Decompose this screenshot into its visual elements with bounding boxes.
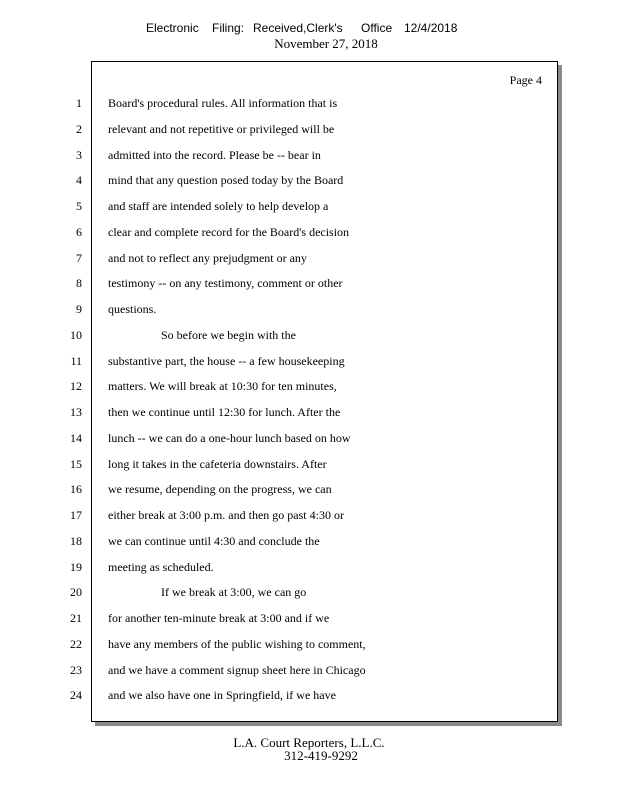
line-number: 1 <box>76 96 82 110</box>
transcript-line <box>0 225 618 245</box>
line-text: clear and complete record for the Board's decision <box>108 225 350 239</box>
line-number: 16 <box>70 482 82 496</box>
line-number: 14 <box>70 431 82 445</box>
line-text: and not to reflect any prejudgment or any <box>108 251 307 265</box>
transcript-line <box>0 405 618 425</box>
transcript-line <box>0 457 618 477</box>
line-text: long it takes in the cafeteria downstairs. After <box>108 457 327 471</box>
line-text: then we continue until 12:30 for lunch. After the <box>108 405 341 419</box>
line-number: 6 <box>76 225 82 239</box>
line-text: substantive part, the house -- a few housekeeping <box>108 354 345 368</box>
line-number: 4 <box>76 173 82 187</box>
line-number: 18 <box>70 534 82 548</box>
line-text: So before we begin with the <box>161 328 296 342</box>
page-number: Page 4 <box>509 73 542 87</box>
transcript-line <box>0 199 618 219</box>
line-text: lunch -- we can do a one-hour lunch based on how <box>108 431 351 445</box>
line-text: testimony -- on any testimony, comment or other <box>108 276 343 290</box>
line-number: 20 <box>70 585 82 599</box>
line-number: 19 <box>70 560 82 574</box>
transcript-line <box>0 431 618 451</box>
line-text: Board's procedural rules. All information that is <box>108 96 338 110</box>
line-number: 11 <box>70 354 82 368</box>
line-text: and staff are intended solely to help develop a <box>108 199 329 213</box>
filing-stamp-word-3: Received,Clerk's <box>253 21 343 35</box>
transcript-line <box>0 560 618 580</box>
line-text: we resume, depending on the progress, we can <box>108 482 332 496</box>
line-number: 24 <box>70 688 82 702</box>
line-text: questions. <box>108 302 157 316</box>
transcript-line <box>0 276 618 296</box>
transcript-line <box>0 379 618 399</box>
reporter-company: L.A. Court Reporters, L.L.C. <box>233 735 385 750</box>
filing-stamp-word-5: 12/4/2018 <box>404 21 458 35</box>
line-text: have any members of the public wishing to comment, <box>108 637 366 651</box>
transcript-line <box>0 611 618 631</box>
line-text: matters. We will break at 10:30 for ten minutes, <box>108 379 337 393</box>
line-number: 5 <box>76 199 82 213</box>
line-text: for another ten-minute break at 3:00 and if we <box>108 611 330 625</box>
transcript-line <box>0 637 618 657</box>
line-text: If we break at 3:00, we can go <box>161 585 307 599</box>
line-number: 9 <box>76 302 82 316</box>
line-text: meeting as scheduled. <box>108 560 214 574</box>
line-number: 10 <box>70 328 82 342</box>
line-number: 23 <box>70 663 82 677</box>
transcript-line <box>0 688 618 708</box>
transcript-line <box>0 122 618 142</box>
line-number: 3 <box>76 148 82 162</box>
line-number: 15 <box>70 457 82 471</box>
transcript-line <box>0 585 618 605</box>
line-text: and we also have one in Springfield, if we have <box>108 688 336 702</box>
line-text: and we have a comment signup sheet here in Chicago <box>108 663 366 677</box>
line-number: 22 <box>70 637 82 651</box>
line-number: 7 <box>76 251 82 265</box>
transcript-line <box>0 251 618 271</box>
line-text: either break at 3:00 p.m. and then go past 4:30 or <box>108 508 344 522</box>
transcript-line <box>0 328 618 348</box>
line-number: 8 <box>76 276 82 290</box>
line-text: relevant and not repetitive or privileged will be <box>108 122 335 136</box>
line-text: admitted into the record. Please be -- bear in <box>108 148 321 162</box>
line-text: we can continue until 4:30 and conclude the <box>108 534 320 548</box>
transcript-line <box>0 663 618 683</box>
line-number: 12 <box>70 379 82 393</box>
transcript-line <box>0 302 618 322</box>
transcript-line <box>0 508 618 528</box>
footer <box>0 736 618 762</box>
line-number: 2 <box>76 122 82 136</box>
line-number: 17 <box>70 508 82 522</box>
line-number: 13 <box>70 405 82 419</box>
filing-stamp-word-1: Electronic <box>146 21 199 35</box>
transcript-line <box>0 354 618 374</box>
transcript-date: November 27, 2018 <box>274 36 378 51</box>
transcript-line <box>0 96 618 116</box>
line-text: mind that any question posed today by the Board <box>108 173 344 187</box>
transcript-line <box>0 534 618 554</box>
filing-stamp-word-4: Office <box>361 21 393 35</box>
electronic-filing-stamp <box>0 21 618 35</box>
transcript-line <box>0 173 618 193</box>
filing-stamp-word-2: Filing: <box>212 21 245 35</box>
transcript-line <box>0 148 618 168</box>
line-number: 21 <box>70 611 82 625</box>
transcript-line <box>0 482 618 502</box>
reporter-phone: 312-419-9292 <box>284 748 358 763</box>
